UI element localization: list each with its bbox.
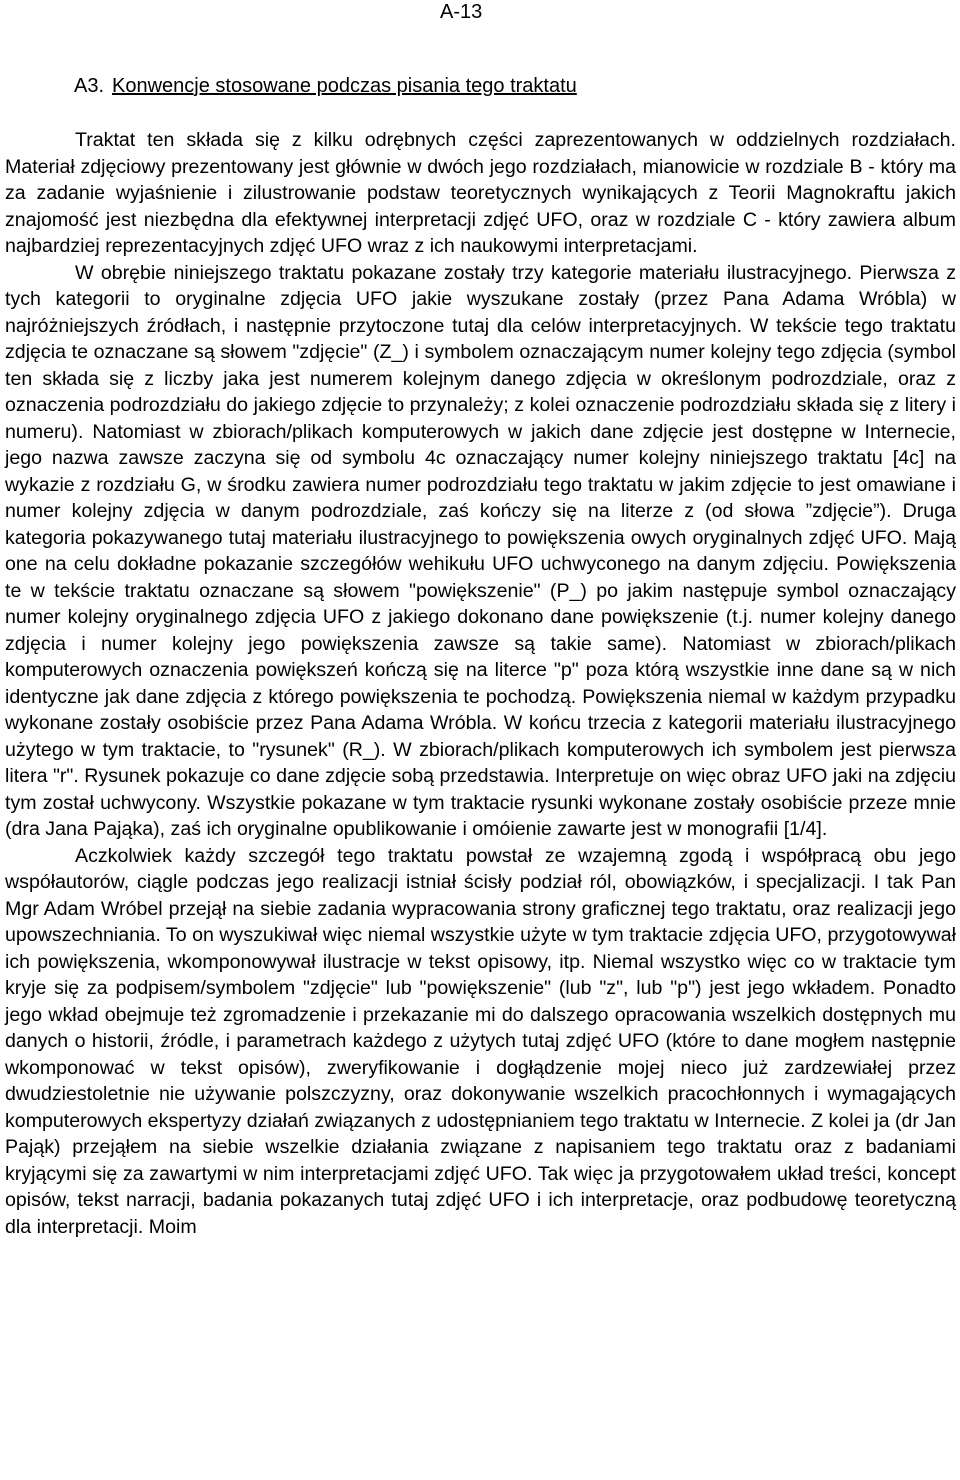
body-text (5, 127, 956, 1240)
section-heading (74, 74, 577, 98)
section-number: A3. (74, 75, 105, 97)
paragraph-1: Traktat ten składa się z kilku odrębnych części zaprezentowanych w oddzielnych rozdziałach. Materiał zdjęciowy prezentowany jest głównie w dwóch jego rozdziałach, mianowicie w rozdziale B - który ma za zadanie wyjaśnienie i zilustrowanie podstaw teoretycznych wynikających z Teorii Magnokraftu jakich znajomość jest niezbędna dla efektywnej interpretacji zdjęć UFO, oraz w rozdziale C - który zawiera album najbardziej reprezentacyjnych zdjęć UFO wraz z ich naukowymi interpretacjami. (5, 129, 956, 257)
paragraph-3: Aczkolwiek każdy szczegół tego traktatu powstał ze wzajemną zgodą i współpracą obu jego współautorów, ciągle podczas jego realizacji istniał ścisły podział ról, obowiązków, i specjalizacji. I tak Pan Mgr Adam Wróbel przejął na siebie zadania wypracowania strony graficznej tego traktatu, oraz realizacji jego upowszechniania. To on wyszukiwał więc niemal wszystkie użyte w tym traktacie zdjęcia UFO, przygotowywał ich powiększenia, wkomponowywał ilustracje w tekst opisowy, itp. Niemal wszystko więc co w traktacie tym kryje się za podpisem/symbolem "zdjęcie" lub "powiększenie" (lub "z", lub "p") jest jego wkładem. Ponadto jego wkład obejmuje też zgromadzenie i przekazanie mi do dalszego opracowania wszelkich dostępnych mu danych o historii, źródle, i parametrach każdego z użytych tutaj zdjęć UFO (które to dane mogłem następnie wkomponować w tekst opisów), zweryfikowanie i dogłądzenie mojej nieco już zardzewiałej przez dwudziestoletnie nie używanie polszczyzny, oraz dokonywanie wszelkich pracochłonnych i wymagających komputerowych ekspertyzy działań związanych z udostępnianiem tego traktatu w Internecie. Z kolei ja (dr Jan Pająk) przejąłem na siebie wszelkie działania związane z napisaniem tego traktatu oraz z badaniami kryjącymi się za zawartymi w nim interpretacjami zdjęć UFO. Tak więc ja przygotowałem układ treści, koncept opisów, tekst narracji, badania pokazanych tutaj zdjęć UFO i ich interpretacje, oraz podbudowę teoretyczną dla interpretacji. Moim (5, 844, 956, 1238)
section-title: Konwencje stosowane podczas pisania tego traktatu (112, 75, 577, 97)
paragraph-2: W obrębie niniejszego traktatu pokazane zostały trzy kategorie materiału ilustracyjnego. Pierwsza z tych kategorii to oryginalne zdjęcia UFO jakie wyszukane zostały (przez Pana Adama Wróbla) w najróżniejszych źródłach, i następnie przytoczone tutaj dla celów interpretacyjnych. W tekście tego traktatu zdjęcia te oznaczane są słowem "zdjęcie" (Z_) i symbolem oznaczającym numer kolejny tego zdjęcia (symbol ten składa się z liczby jaka jest numerem kolejnym danego zdjęcia w określonym podrozdziale, oraz z oznaczenia podrozdziału do jakiego zdjęcie to przynależy; z kolei oznaczenie podrozdziału składa się z litery i numeru). Natomiast w zbiorach/plikach komputerowych w jakich dane zdjęcie jest dostępne w Internecie, jego nazwa zawsze zaczyna się od symbolu 4c oznaczający numer kolejny niniejszego traktatu [4c] na wykazie z rozdziału G, w środku zawiera numer podrozdziału tego traktatu w jakim zdjęcie to jest omawiane i numer kolejny zdjęcia w danym podrozdziale, zaś kończy się na literze z (od słowa ”zdjęcie”). Druga kategoria pokazywanego tutaj materiału ilustracyjnego to powiększenia owych oryginalnych zdjęć UFO. Mają one na celu dokładne pokazanie szczegółów wehikułu UFO uchwyconego na danym zdjęciu. Powiększenia te w tekście traktatu oznaczane są słowem "powiększenie" (P_) po jakim następuje symbol oznaczający numer kolejny oryginalnego zdjęcia UFO z jakiego dokonano dane powiększenie (t.j. numer kolejny danego zdjęcia i numer kolejny jego powiększenia zawsze są takie same). Natomiast w zbiorach/plikach komputerowych oznaczenia powiększeń kończą się na literce "p" poza którą wszystkie inne dane są w nich identyczne jak dane zdjęcia z którego powiększenia te pochodzą. Powiększenia niemal w każdym przypadku wykonane zostały osobiście przez Pana Adama Wróbla. W końcu trzecia z kategorii materiału ilustracyjnego użytego w tym traktacie, to "rysunek" (R_). W zbiorach/plikach komputerowych ich symbolem jest pierwsza litera "r". Rysunek pokazuje co dane zdjęcie sobą przedstawia. Interpretuje on więc obraz UFO jaki na zdjęciu tym został uchwycony. Wszystkie pokazane w tym traktacie rysunki wykonane zostały osobiście przeze mnie (dra Jana Pająka), zaś ich oryginalne opublikowanie i omóienie zawarte jest w monografii [1/4]. (5, 261, 956, 840)
page-number: A-13 (440, 1, 483, 23)
